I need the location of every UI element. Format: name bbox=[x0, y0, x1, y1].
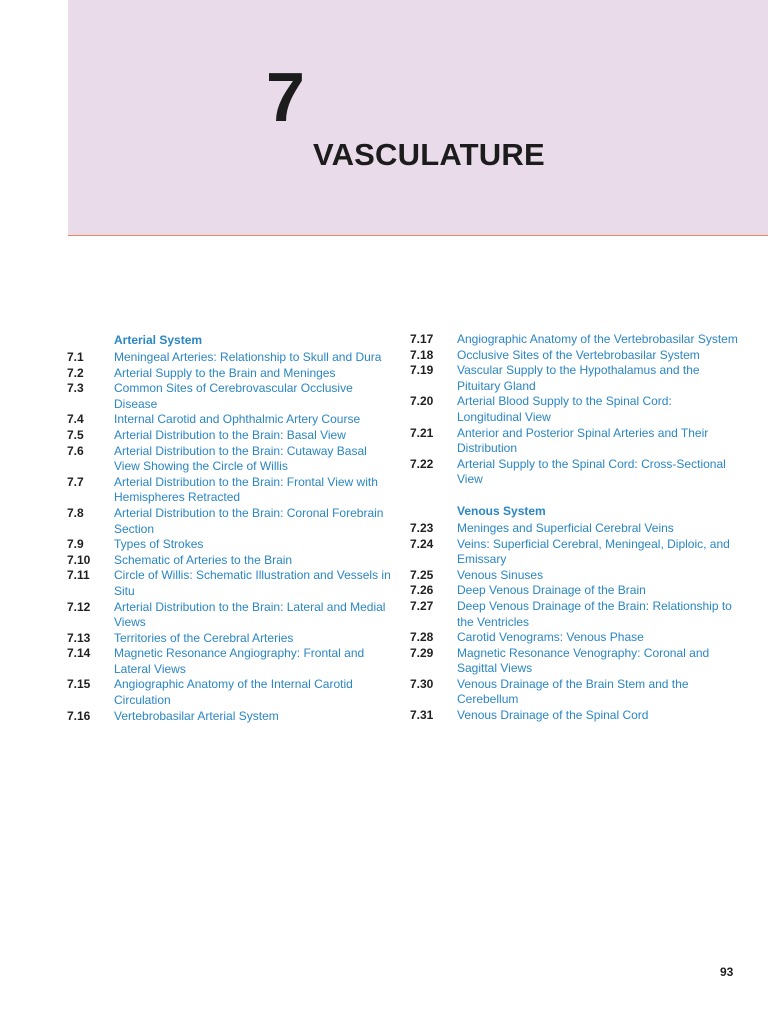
toc-entry[interactable] bbox=[410, 677, 750, 708]
toc-entry-link[interactable]: Angiographic Anatomy of the Vertebrobasilar System bbox=[457, 332, 738, 346]
toc-entry-number: 7.6 bbox=[67, 443, 84, 458]
toc-entry[interactable] bbox=[67, 553, 407, 569]
toc-entry-link[interactable]: Occlusive Sites of the Vertebrobasilar System bbox=[457, 347, 700, 362]
toc-entry-number: 7.1 bbox=[67, 350, 84, 364]
toc-entry[interactable] bbox=[410, 457, 750, 488]
toc-entry[interactable] bbox=[67, 506, 407, 537]
toc-entry-number: 7.26 bbox=[410, 583, 434, 598]
toc-entry[interactable] bbox=[67, 350, 407, 366]
toc-entry-number: 7.11 bbox=[67, 568, 90, 583]
toc-entry-number: 7.22 bbox=[410, 456, 434, 471]
toc-entry[interactable] bbox=[67, 631, 407, 647]
header-divider bbox=[68, 235, 768, 236]
toc-entry[interactable] bbox=[67, 600, 407, 631]
toc-entry[interactable] bbox=[67, 444, 407, 475]
toc-entry[interactable] bbox=[410, 363, 750, 394]
toc-entry[interactable] bbox=[67, 366, 407, 382]
toc-entry[interactable] bbox=[410, 583, 750, 599]
toc-entry-link[interactable]: Magnetic Resonance Angiography: Frontal and Lateral Views bbox=[114, 646, 365, 676]
toc-entry-number: 7.27 bbox=[410, 598, 434, 613]
toc-entry-link[interactable]: Circle of Willis: Schematic Illustration and Vessels in Situ bbox=[114, 568, 391, 598]
toc-entry-link[interactable]: Schematic of Arteries to the Brain bbox=[114, 552, 293, 567]
section-heading-arterial: Arterial System bbox=[114, 333, 203, 347]
toc-entry-link[interactable]: Arterial Blood Supply to the Spinal Cord: Longitudinal View bbox=[457, 394, 672, 424]
section-heading-venous: Venous System bbox=[457, 503, 546, 518]
toc-entry-number: 7.20 bbox=[410, 394, 434, 409]
toc-entry-link[interactable]: Arterial Distribution to the Brain: Basal View bbox=[114, 427, 346, 442]
toc-entry-number: 7.8 bbox=[67, 505, 84, 520]
toc-left-column bbox=[67, 332, 407, 724]
toc-entry-number: 7.16 bbox=[67, 708, 91, 723]
toc-entry-link[interactable]: Arterial Distribution to the Brain: Frontal View with Hemispheres Retracted bbox=[114, 474, 378, 505]
toc-entry-number: 7.9 bbox=[67, 537, 84, 552]
toc-entry-link[interactable]: Anterior and Posterior Spinal Arteries and Their Distribution bbox=[457, 425, 709, 456]
chapter-header-band bbox=[68, 0, 768, 236]
toc-entry[interactable] bbox=[410, 708, 750, 724]
toc-entry-link[interactable]: Veins: Superficial Cerebral, Meningeal, Diploic, and Emissary bbox=[457, 536, 730, 567]
toc-entry-link[interactable]: Arterial Distribution to the Brain: Coronal Forebrain Section bbox=[114, 505, 384, 536]
toc-entry-link[interactable]: Meningeal Arteries: Relationship to Skull and Dura bbox=[114, 350, 382, 364]
toc-entry-number: 7.10 bbox=[67, 552, 91, 567]
toc-entry-link[interactable]: Deep Venous Drainage of the Brain: Relationship to the Ventricles bbox=[457, 598, 732, 629]
toc-entry-link[interactable]: Carotid Venograms: Venous Phase bbox=[457, 630, 644, 645]
toc-entry-link[interactable]: Territories of the Cerebral Arteries bbox=[114, 630, 294, 645]
toc-entry-link[interactable]: Arterial Distribution to the Brain: Lateral and Medial Views bbox=[114, 599, 386, 630]
toc-entry-link[interactable]: Meninges and Superficial Cerebral Veins bbox=[457, 520, 674, 535]
toc-entry[interactable] bbox=[410, 630, 750, 646]
toc-entry-number: 7.21 bbox=[410, 425, 434, 440]
toc-entry-link[interactable]: Venous Sinuses bbox=[457, 567, 544, 582]
toc-list-arterial bbox=[67, 350, 407, 724]
toc-entry-number: 7.17 bbox=[410, 332, 434, 346]
toc-entry[interactable] bbox=[410, 646, 750, 677]
toc-entry[interactable] bbox=[410, 537, 750, 568]
toc-entry-number: 7.2 bbox=[67, 365, 84, 380]
toc-entry-link[interactable]: Arterial Distribution to the Brain: Cutaway Basal View Showing the Circle of Willis bbox=[114, 443, 367, 474]
toc-list-venous bbox=[410, 521, 750, 724]
toc-entry-number: 7.7 bbox=[67, 474, 84, 489]
toc-entry[interactable] bbox=[410, 568, 750, 584]
toc-entry[interactable] bbox=[67, 537, 407, 553]
toc-entry-link[interactable]: Vascular Supply to the Hypothalamus and the Pituitary Gland bbox=[457, 363, 700, 393]
toc-entry-number: 7.24 bbox=[410, 536, 434, 551]
toc-entry-link[interactable]: Common Sites of Cerebrovascular Occlusive Disease bbox=[114, 381, 353, 411]
toc-entry-number: 7.23 bbox=[410, 520, 434, 535]
toc-entry[interactable] bbox=[67, 412, 407, 428]
toc-entry-link[interactable]: Magnetic Resonance Venography: Coronal and Sagittal Views bbox=[457, 645, 710, 676]
toc-entry-number: 7.3 bbox=[67, 381, 84, 396]
toc-entry-number: 7.31 bbox=[410, 708, 434, 723]
toc-entry[interactable] bbox=[410, 599, 750, 630]
toc-entry-number: 7.29 bbox=[410, 645, 434, 660]
toc-entry[interactable] bbox=[410, 332, 750, 348]
toc-entry-link[interactable]: Vertebrobasilar Arterial System bbox=[114, 708, 279, 723]
toc-entry[interactable] bbox=[67, 428, 407, 444]
toc-entry-link[interactable]: Venous Drainage of the Brain Stem and the Cerebellum bbox=[457, 676, 689, 707]
chapter-number: 7 bbox=[266, 58, 304, 136]
toc-entry-link[interactable]: Venous Drainage of the Spinal Cord bbox=[457, 708, 649, 723]
toc-entry[interactable] bbox=[67, 646, 407, 677]
page-number: 93 bbox=[720, 965, 734, 979]
toc-entry-number: 7.19 bbox=[410, 363, 434, 378]
toc-entry[interactable] bbox=[67, 568, 407, 599]
toc-entry-link[interactable]: Internal Carotid and Ophthalmic Artery Course bbox=[114, 412, 361, 427]
toc-entry[interactable] bbox=[410, 394, 750, 425]
toc-entry-link[interactable]: Arterial Supply to the Spinal Cord: Cross-Sectional View bbox=[457, 456, 726, 487]
toc-right-column bbox=[410, 332, 750, 724]
toc-entry-number: 7.14 bbox=[67, 646, 91, 661]
toc-entry-link[interactable]: Arterial Supply to the Brain and Meninges bbox=[114, 365, 336, 380]
toc-entry[interactable] bbox=[67, 381, 407, 412]
toc-entry[interactable] bbox=[67, 677, 407, 708]
toc-entry-number: 7.15 bbox=[67, 677, 91, 692]
toc-entry-number: 7.18 bbox=[410, 347, 434, 362]
toc-entry-number: 7.28 bbox=[410, 630, 434, 645]
chapter-title: VASCULATURE bbox=[313, 137, 545, 172]
toc-entry-link[interactable]: Angiographic Anatomy of the Internal Carotid Circulation bbox=[114, 677, 353, 708]
toc-entry-number: 7.12 bbox=[67, 599, 91, 614]
toc-entry-link[interactable]: Types of Strokes bbox=[114, 537, 204, 552]
toc-entry-link[interactable]: Deep Venous Drainage of the Brain bbox=[457, 583, 646, 598]
toc-entry-number: 7.5 bbox=[67, 427, 84, 442]
toc-entry-number: 7.4 bbox=[67, 412, 84, 427]
toc-entry[interactable] bbox=[410, 521, 750, 537]
toc-entry-number: 7.13 bbox=[67, 630, 91, 645]
toc-entry[interactable] bbox=[67, 475, 407, 506]
toc-entry[interactable] bbox=[410, 426, 750, 457]
toc-entry-number: 7.25 bbox=[410, 567, 434, 582]
toc-entry-number: 7.30 bbox=[410, 676, 434, 691]
toc-list-arterial-continued bbox=[410, 332, 750, 488]
toc-entry[interactable] bbox=[67, 709, 407, 725]
toc-entry[interactable] bbox=[410, 348, 750, 364]
